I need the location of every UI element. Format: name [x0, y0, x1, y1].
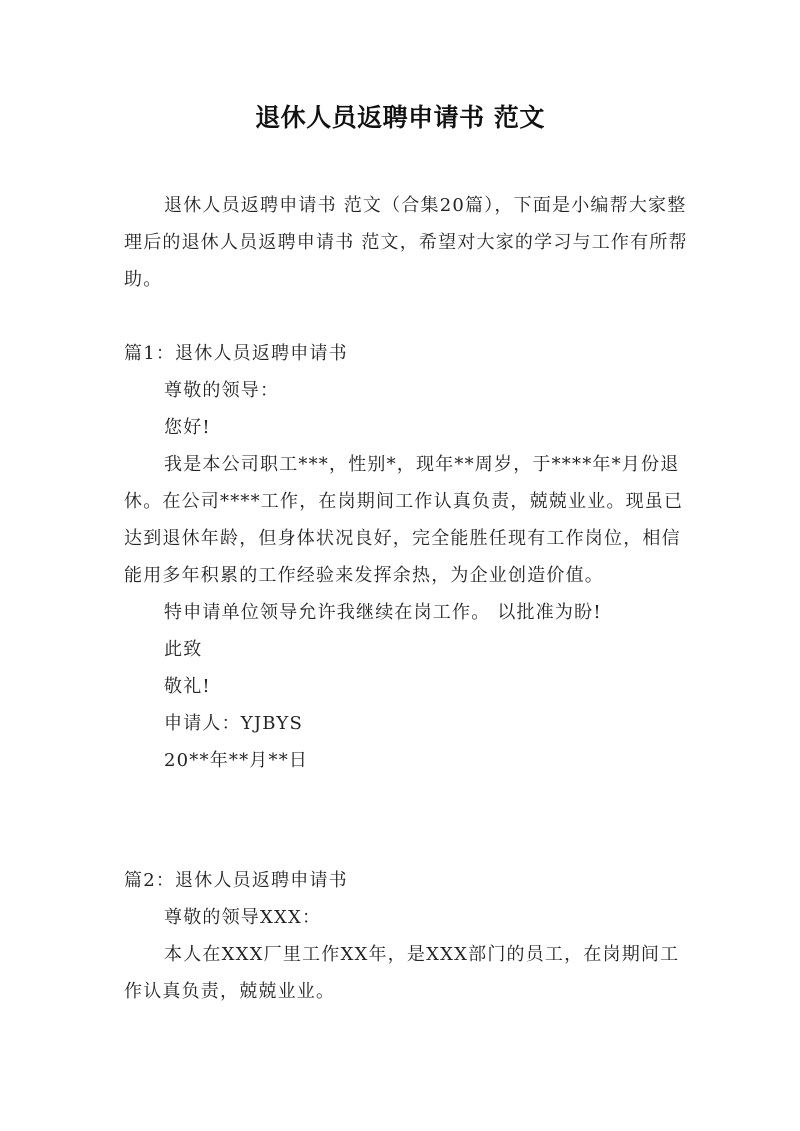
- intro-section: [124, 187, 690, 298]
- section-2-body: 本人在XXX厂里工作XX年，是XXX部门的员工，在岗期间工作认真负责，兢兢业业。: [124, 944, 680, 1002]
- section-2-salutation: 尊敬的领导XXX：: [164, 907, 322, 928]
- section-1: [124, 335, 690, 779]
- section-1-closing-1: 此致: [164, 639, 203, 660]
- section-1-heading: 篇1：退休人员返聘申请书: [124, 343, 348, 364]
- section-1-date: 20**年**月**日: [164, 750, 309, 771]
- section-1-request: 特申请单位领导允许我继续在岗工作。 以批准为盼!: [164, 602, 602, 623]
- section-2: [124, 862, 690, 1010]
- section-1-applicant: 申请人：YJBYS: [164, 713, 304, 734]
- section-1-body: 我是本公司职工***，性别*，现年**周岁，于****年*月份退休。在公司****工作，在岗期间工作认真负责，兢兢业业。现虽已达到退休年龄，但身体状况良好，完全能胜任现有工作岗位，相信能用多年积累的工作经验来发挥余热，为企业创造价值。: [124, 454, 684, 586]
- section-1-salutation: 尊敬的领导：: [164, 380, 280, 401]
- section-1-greeting: 您好!: [164, 417, 211, 438]
- section-1-closing-2: 敬礼!: [164, 676, 211, 697]
- intro-paragraph: 退休人员返聘申请书 范文（合集20篇），下面是小编帮大家整理后的退休人员返聘申请书 范文，希望对大家的学习与工作有所帮助。: [124, 195, 688, 290]
- document-title: 退休人员返聘申请书 范文: [255, 103, 545, 132]
- section-2-heading: 篇2：退休人员返聘申请书: [124, 870, 348, 891]
